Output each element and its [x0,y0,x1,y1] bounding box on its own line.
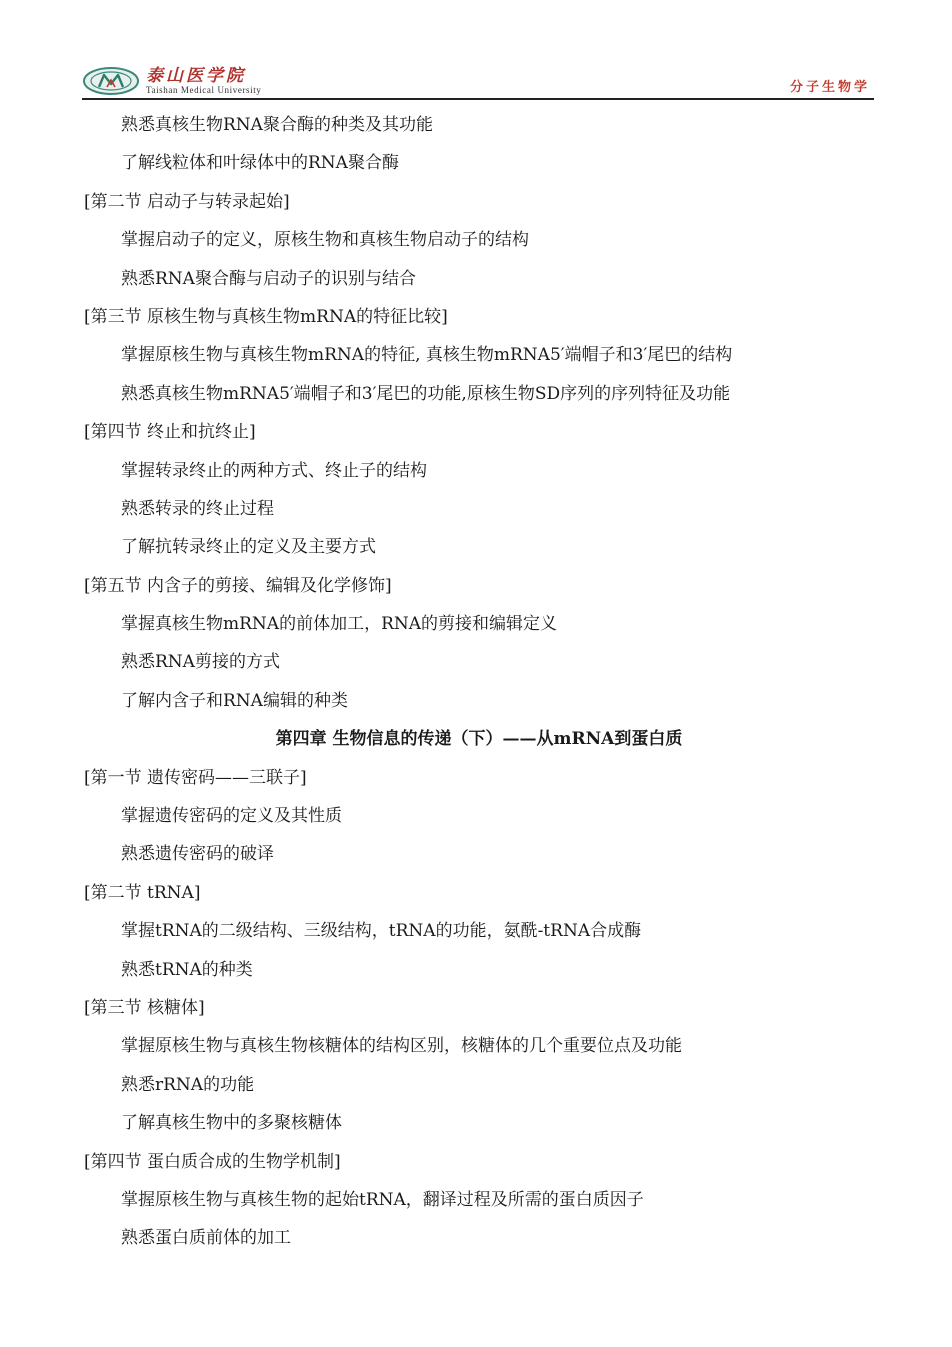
header-divider [82,98,874,100]
syllabus-item: 掌握原核生物与真核生物的起始tRNA，翻译过程及所需的蛋白质因子 [121,1189,644,1210]
chapter-heading: 第四章 生物信息的传递（下）——从mRNA到蛋白质 [275,729,683,750]
syllabus-item: 掌握遗传密码的定义及其性质 [121,806,342,827]
syllabus-item: 熟悉真核生物RNA聚合酶的种类及其功能 [121,115,433,135]
university-emblem-icon [82,66,140,96]
document-body [84,108,874,1260]
syllabus-item: 掌握原核生物与真核生物核糖体的结构区别，核糖体的几个重要位点及功能 [121,1036,682,1057]
section-heading: [第五节 内含子的剪接、编辑及化学修饰] [84,575,392,596]
syllabus-item: 掌握原核生物与真核生物mRNA的特征, 真核生物mRNA5′端帽子和3′尾巴的结构 [121,345,733,366]
section-heading: [第二节 tRNA] [84,882,201,903]
section-heading: [第二节 启动子与转录起始] [84,191,290,212]
syllabus-item: 熟悉RNA聚合酶与启动子的识别与结合 [121,268,416,289]
university-logo [82,64,261,98]
syllabus-item: 熟悉tRNA的种类 [121,959,253,980]
logo-english-name: Taishan Medical University [146,85,262,95]
syllabus-item: 了解抗转录终止的定义及主要方式 [121,537,376,558]
section-heading: [第一节 遗传密码——三联子] [84,767,307,788]
syllabus-item: 熟悉RNA剪接的方式 [121,652,280,673]
syllabus-item: 熟悉遗传密码的破译 [121,844,274,865]
syllabus-item: 熟悉rRNA的功能 [121,1074,255,1095]
section-heading: [第四节 终止和抗终止] [84,422,256,443]
syllabus-item: 掌握转录终止的两种方式、终止子的结构 [121,460,427,481]
syllabus-item: 掌握真核生物mRNA的前体加工，RNA的剪接和编辑定义 [121,614,558,635]
syllabus-item: 掌握启动子的定义，原核生物和真核生物启动子的结构 [121,230,529,251]
syllabus-item: 了解内含子和RNA编辑的种类 [121,690,348,711]
syllabus-item: 了解线粒体和叶绿体中的RNA聚合酶 [121,153,399,174]
section-heading: [第三节 核糖体] [84,997,205,1018]
syllabus-item: 掌握tRNA的二级结构、三级结构，tRNA的功能，氨酰-tRNA合成酶 [121,921,642,942]
logo-chinese-name: 泰山医学院 [146,66,246,86]
syllabus-item: 了解真核生物中的多聚核糖体 [121,1113,342,1134]
syllabus-item: 熟悉转录的终止过程 [121,498,274,519]
subject-title: 分子生物学 [789,80,870,95]
section-heading: [第三节 原核生物与真核生物mRNA的特征比较] [84,306,448,327]
section-heading: [第四节 蛋白质合成的生物学机制] [84,1151,341,1172]
syllabus-item: 熟悉蛋白质前体的加工 [121,1228,291,1249]
page-header [82,62,874,100]
syllabus-item: 熟悉真核生物mRNA5′端帽子和3′尾巴的功能,原核生物SD序列的序列特征及功能 [121,383,731,404]
